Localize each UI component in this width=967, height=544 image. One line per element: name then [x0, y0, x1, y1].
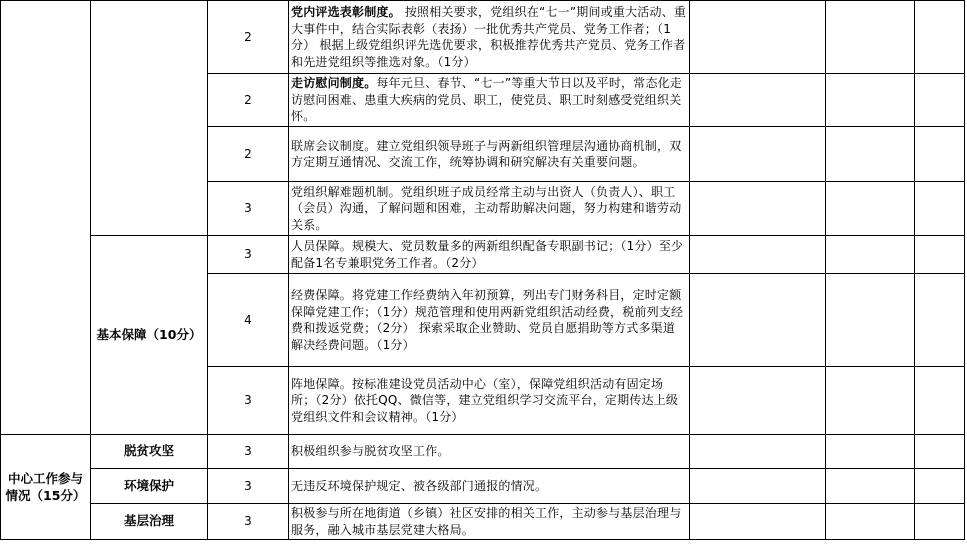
subcategory-basic: 基本保障（10分）	[91, 236, 208, 435]
empty-cell	[690, 127, 826, 182]
empty-cell	[826, 182, 915, 236]
empty-cell	[826, 127, 915, 182]
empty-cell	[915, 504, 965, 540]
empty-cell	[826, 74, 915, 127]
item-body: 每年元旦、春节、“七一”等重大节日以及平时，常态化走访慰问困难、患重大疾病的党员、职工，使党员、职工时刻感受党组织关怀。	[291, 76, 683, 124]
subcategory-grassroots: 基层治理	[91, 504, 208, 540]
item-title: 走访慰问制度。	[291, 76, 377, 91]
score-cell: 3	[208, 435, 289, 469]
category-cell-empty	[1, 1, 91, 435]
empty-cell	[915, 1, 965, 74]
empty-cell	[915, 74, 965, 127]
empty-cell	[915, 435, 965, 469]
empty-cell	[690, 182, 826, 236]
score-cell: 3	[208, 236, 289, 274]
empty-cell	[690, 74, 826, 127]
empty-cell	[826, 469, 915, 504]
empty-cell	[915, 274, 965, 367]
empty-cell	[915, 182, 965, 236]
subcategory-cell-empty	[91, 1, 208, 236]
empty-cell	[826, 367, 915, 435]
content-cell: 积极组织参与脱贫攻坚工作。	[289, 435, 690, 469]
content-cell: 联席会议制度。建立党组织领导班子与两新组织管理层沟通协商机制，双方定期互通情况、交流工作，统筹协调和研究解决有关重要问题。	[289, 127, 690, 182]
table-row	[1, 504, 965, 540]
empty-cell	[915, 367, 965, 435]
content-cell: 积极参与所在地街道（乡镇）社区安排的相关工作，主动参与基层治理与服务，融入城市基层党建大格局。	[289, 504, 690, 540]
empty-cell	[826, 1, 915, 74]
category-center-work: 中心工作参与情况（15分）	[1, 435, 91, 540]
content-cell: 党组织解难题机制。党组织班子成员经常主动与出资人（负责人）、职工（会员）沟通，了解问题和困难，主动帮助解决问题，努力构建和谐劳动关系。	[289, 182, 690, 236]
empty-cell	[690, 504, 826, 540]
score-cell: 3	[208, 182, 289, 236]
item-title: 党内评选表彰制度。	[291, 5, 401, 19]
score-cell: 4	[208, 274, 289, 367]
empty-cell	[690, 236, 826, 274]
empty-cell	[690, 274, 826, 367]
table-row	[1, 435, 965, 469]
empty-cell	[826, 236, 915, 274]
score-cell: 2	[208, 127, 289, 182]
empty-cell	[826, 274, 915, 367]
subcategory-environment: 环境保护	[91, 469, 208, 504]
score-cell: 2	[208, 74, 289, 127]
table-row	[1, 236, 965, 274]
content-cell: 无违反环境保护规定、被各级部门通报的情况。	[289, 469, 690, 504]
empty-cell	[915, 469, 965, 504]
score-cell: 3	[208, 469, 289, 504]
content-cell	[289, 1, 690, 74]
content-cell: 阵地保障。按标准建设党员活动中心（室），保障党组织活动有固定场所；（2分）依托QQ、微信等，建立党组织学习交流平台，定期传达上级党组织文件和会议精神。（1分）	[289, 367, 690, 435]
empty-cell	[915, 236, 965, 274]
empty-cell	[826, 504, 915, 540]
content-cell	[289, 74, 690, 127]
empty-cell	[690, 367, 826, 435]
score-cell: 3	[208, 504, 289, 540]
table-row	[1, 1, 965, 74]
empty-cell	[690, 469, 826, 504]
empty-cell	[690, 435, 826, 469]
score-cell: 3	[208, 367, 289, 435]
empty-cell	[826, 435, 915, 469]
subcategory-poverty: 脱贫攻坚	[91, 435, 208, 469]
item-body: 按照相关要求，党组织在“七一”期间或重大活动、重大事件中，结合实际表彰（表扬）一批优秀共产党员、党务工作者；（1分） 根据上级党组织评先选优要求，积极推荐优秀共产党员、党务工作者和先进党组织等推选对象。（1分）	[291, 5, 687, 69]
empty-cell	[690, 1, 826, 74]
content-cell: 人员保障。规模大、党员数量多的两新组织配备专职副书记；（1分）至少配备1名专兼职党务工作者。（2分）	[289, 236, 690, 274]
empty-cell	[915, 127, 965, 182]
score-cell: 2	[208, 1, 289, 74]
content-cell: 经费保障。将党建工作经费纳入年初预算，列出专门财务科目，定时定额保障党建工作；（1分）规范管理和使用两新党组织活动经费，税前列支经费和拨返党费；（2分） 探索采取企业赞助、党员自愿捐助等方式多渠道解决经费问题。（1分）	[289, 274, 690, 367]
table-row	[1, 469, 965, 504]
